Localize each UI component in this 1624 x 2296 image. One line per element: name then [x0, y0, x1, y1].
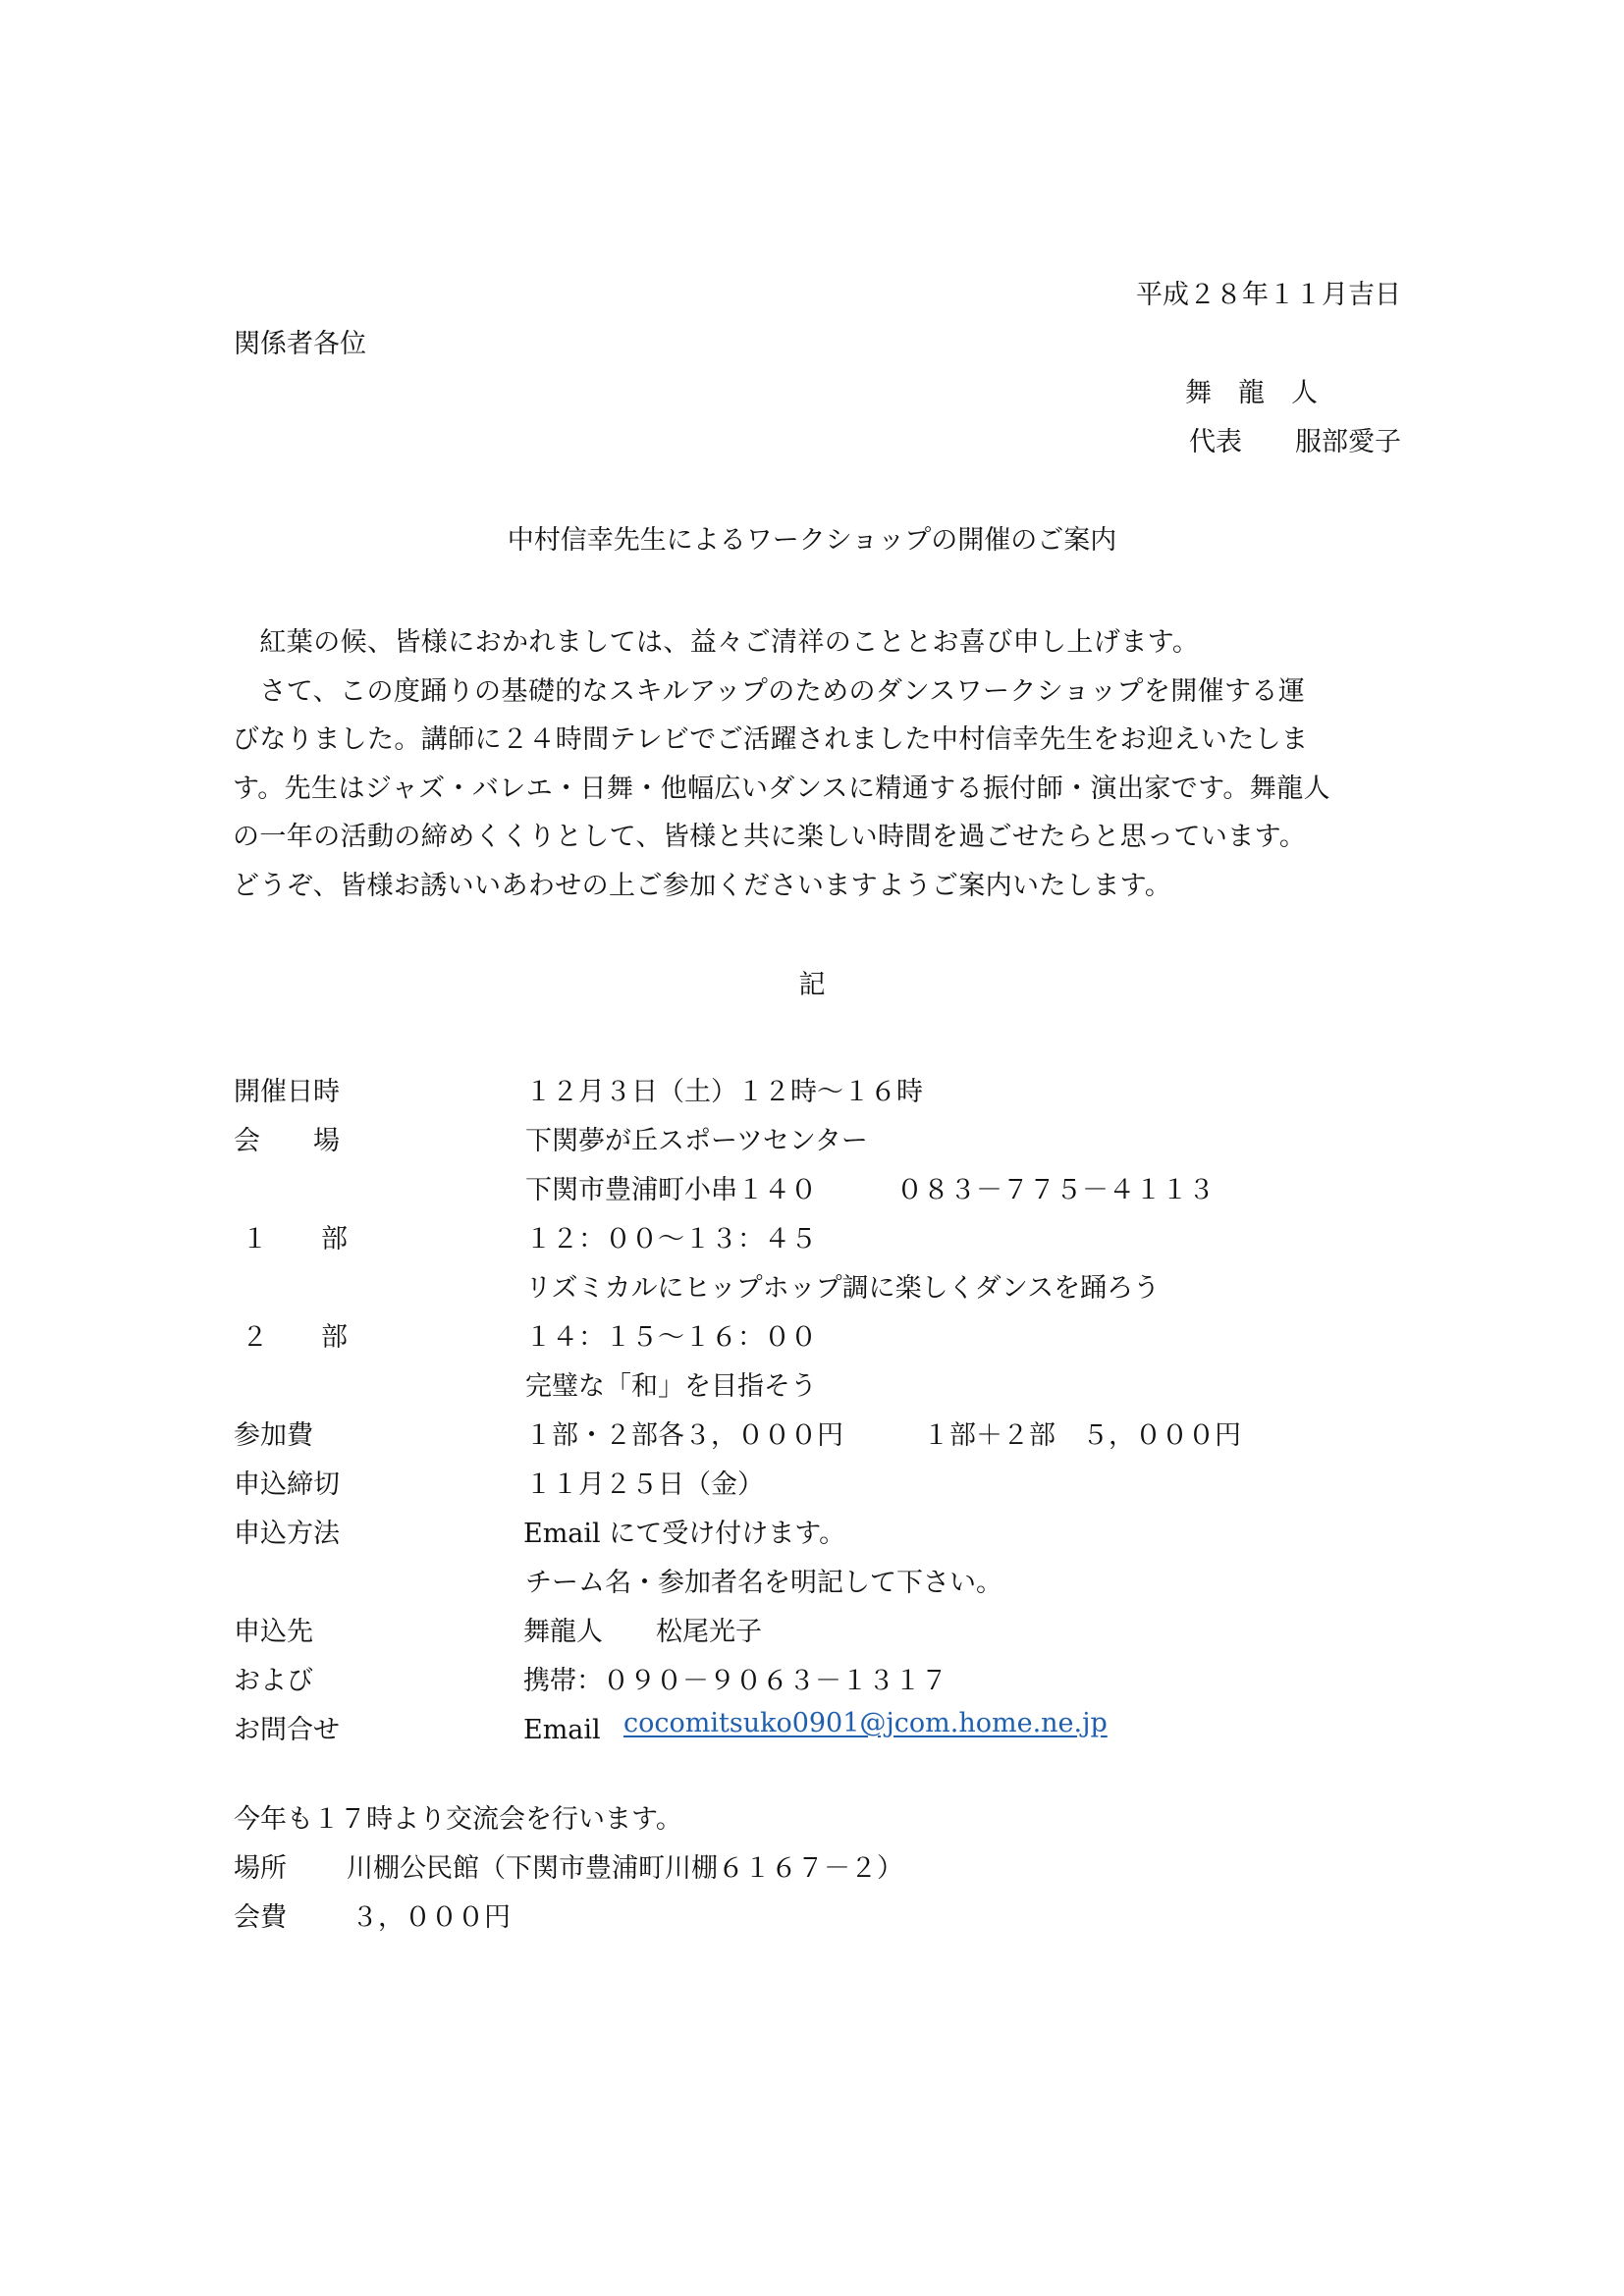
- detail-value: リズミカルにヒップホップ調に楽しくダンスを踊ろう: [525, 1273, 1161, 1304]
- document-title: 中村信幸先生によるワークショップの開催のご案内: [507, 525, 1117, 556]
- social-event-place-label: 場所: [234, 1853, 287, 1884]
- detail-value: １４：１５～１６：００: [525, 1322, 817, 1353]
- detail-value: 完璧な「和」を目指そう: [525, 1371, 817, 1402]
- social-event-fee-value: ３，０００円: [352, 1902, 511, 1933]
- detail-value: １部・２部各３，０００円 １部＋２部 ５，０００円: [525, 1420, 1241, 1451]
- body-line: 紅葉の候、皆様におかれましては、益々ご清祥のこととお喜び申し上げます。: [233, 627, 1200, 658]
- detail-value: １２月３日（土）１２時～１６時: [525, 1077, 923, 1107]
- detail-label: 申込方法: [234, 1519, 340, 1549]
- body-line: びなりました。講師に２４時間テレビでご活躍されました中村信幸先生をお迎えいたしま: [233, 724, 1309, 755]
- body-line: さて、この度踊りの基礎的なスキルアップのためのダンスワークショップを開催する運: [233, 675, 1306, 707]
- detail-value: 下関夢が丘スポーツセンター: [525, 1126, 868, 1156]
- detail-label: 会 場: [234, 1126, 340, 1156]
- detail-label: 開催日時: [234, 1077, 340, 1107]
- detail-value: チーム名・参加者名を明記して下さい。: [525, 1568, 1002, 1598]
- body-line: どうぞ、皆様お誘いいあわせの上ご参加くださいますようご案内いたします。: [233, 870, 1172, 901]
- body-line: の一年の活動の締めくくりとして、皆様と共に楽しい時間を過ごせたらと思っています。: [233, 822, 1307, 852]
- detail-value: １２：００～１３：４５: [525, 1224, 817, 1255]
- detail-label: ２ 部: [242, 1322, 348, 1353]
- detail-label: 申込締切: [234, 1469, 340, 1500]
- detail-value: Email にて受け付けます。: [523, 1519, 846, 1549]
- detail-label: 参加費: [234, 1420, 313, 1451]
- email-link[interactable]: cocomitsuko0901@jcom.home.ne.jp: [623, 1708, 1108, 1738]
- body-line: す。先生はジャズ・バレエ・日舞・他幅広いダンスに精通する振付師・演出家です。舞龍人: [233, 773, 1330, 804]
- detail-label: お問合せ: [234, 1715, 340, 1745]
- ki-heading: 記: [798, 970, 826, 1000]
- social-event-fee-label: 会費: [234, 1902, 287, 1933]
- body-paragraph: [233, 618, 1401, 910]
- social-event-line: 今年も１７時より交流会を行います。: [234, 1804, 682, 1835]
- detail-label: １ 部: [242, 1224, 348, 1255]
- detail-value: 携帯：０９０－９０６３－１３１７: [523, 1666, 947, 1696]
- detail-value: Email: [523, 1715, 627, 1745]
- document-date: 平成２８年１１月吉日: [1136, 280, 1401, 310]
- social-event-place-value: 川棚公民館（下関市豊浦町川棚６１６７－２）: [347, 1853, 903, 1884]
- detail-label: 申込先: [234, 1617, 313, 1647]
- recipient-line: 関係者各位: [234, 329, 366, 359]
- organization-name: 舞 龍 人: [1185, 378, 1318, 408]
- representative-name: 代表 服部愛子: [1189, 427, 1401, 457]
- detail-label: および: [234, 1666, 313, 1696]
- detail-value: 舞龍人 松尾光子: [523, 1617, 762, 1647]
- detail-value: １１月２５日（金）: [525, 1469, 764, 1500]
- detail-value: 下関市豊浦町小串１４０ ０８３－７７５－４１１３: [525, 1175, 1215, 1205]
